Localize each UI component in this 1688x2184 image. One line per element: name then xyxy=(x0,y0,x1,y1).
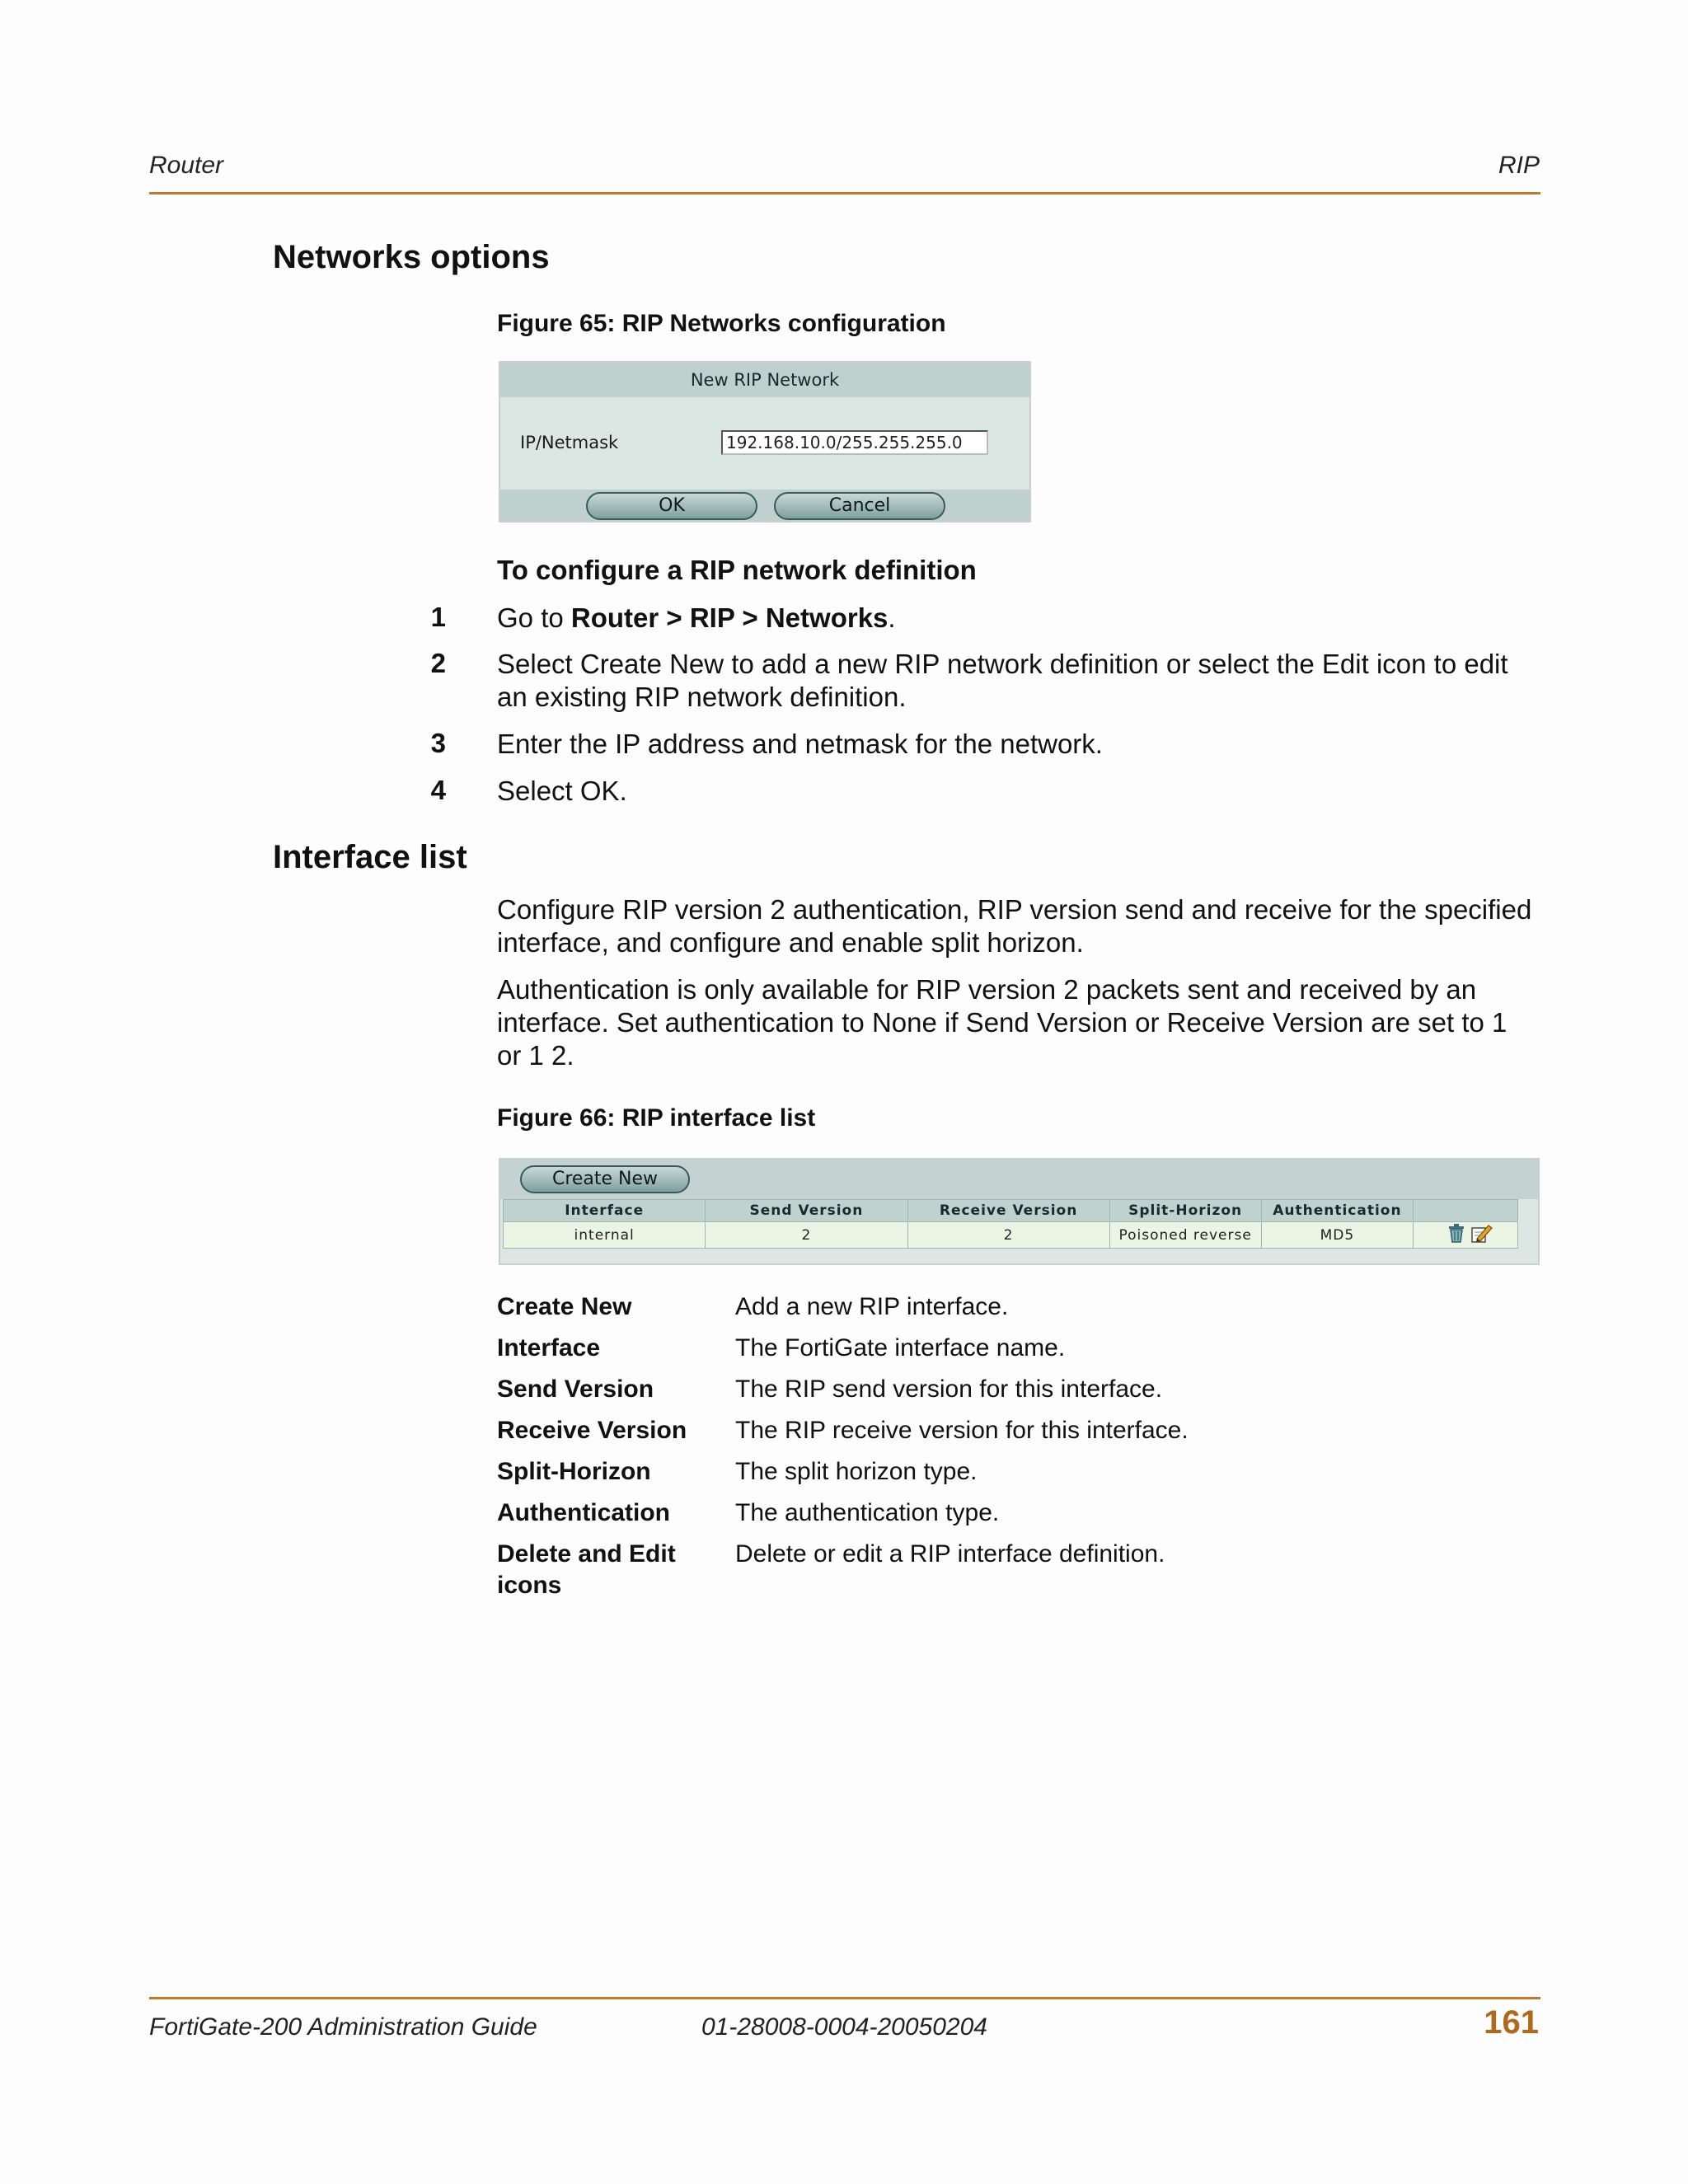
step-number: 4 xyxy=(430,775,446,805)
col-header-split-horizon[interactable]: Split-Horizon xyxy=(1109,1200,1261,1222)
definition-description: Add a new RIP interface. xyxy=(735,1293,1009,1320)
definition-term: Receive Version xyxy=(497,1417,687,1444)
col-header-receive-version[interactable]: Receive Version xyxy=(907,1200,1109,1222)
running-header-left: Router xyxy=(149,152,224,179)
definition-description: The authentication type. xyxy=(735,1499,1000,1526)
ip-netmask-input[interactable]: 192.168.10.0/255.255.255.0 xyxy=(721,430,988,455)
interface-table xyxy=(503,1199,1518,1249)
paragraph-line: or 1 2. xyxy=(497,1040,574,1071)
step-text: Select OK. xyxy=(497,776,627,806)
table-row[interactable] xyxy=(504,1222,1518,1249)
step-number: 2 xyxy=(430,648,446,678)
definition-term: Interface xyxy=(497,1334,601,1361)
definition-term: Send Version xyxy=(497,1376,654,1403)
definition-description: The RIP send version for this interface. xyxy=(735,1376,1163,1403)
col-header-interface[interactable]: Interface xyxy=(504,1200,706,1222)
step-text-line: Select Create New to add a new RIP network definition or select the Edit icon to edit xyxy=(497,649,1508,679)
ip-netmask-label: IP/Netmask xyxy=(520,433,619,452)
definition-description: Delete or edit a RIP interface definition. xyxy=(735,1540,1165,1568)
procedure-title: To configure a RIP network definition xyxy=(497,555,977,585)
step-text-line: an existing RIP network definition. xyxy=(497,682,907,712)
definition-term: Authentication xyxy=(497,1499,670,1526)
step-text-part: Go to xyxy=(497,602,571,633)
definition-description: The FortiGate interface name. xyxy=(735,1334,1066,1361)
figure-caption-65: Figure 65: RIP Networks configuration xyxy=(497,310,946,337)
paragraph-line: Configure RIP version 2 authentication, RIP version send and receive for the specified xyxy=(497,894,1532,925)
col-header-authentication[interactable]: Authentication xyxy=(1261,1200,1414,1222)
cell-actions xyxy=(1414,1222,1518,1249)
footer-guide-title: FortiGate-200 Administration Guide xyxy=(149,2013,537,2041)
col-header-send-version[interactable]: Send Version xyxy=(706,1200,907,1222)
definition-description: The RIP receive version for this interface. xyxy=(735,1417,1189,1444)
ok-button[interactable]: OK xyxy=(586,492,757,520)
definition-term: icons xyxy=(497,1572,562,1599)
page-number: 161 xyxy=(1484,2004,1539,2041)
cell-send-version: 2 xyxy=(706,1222,907,1249)
step-text-part: . xyxy=(888,602,896,633)
paragraph-line: interface, and configure and enable split horizon. xyxy=(497,927,1084,958)
running-header-right: RIP xyxy=(1498,152,1540,179)
delete-icon[interactable] xyxy=(1449,1224,1464,1242)
step-number: 3 xyxy=(430,728,446,758)
footer-doc-id: 01-28008-0004-20050204 xyxy=(701,2013,987,2041)
dialog-button-bar xyxy=(500,490,1029,521)
step-text: Enter the IP address and netmask for the network. xyxy=(497,729,1103,759)
paragraph-line: interface. Set authentication to None if Send Version or Receive Version are set to 1 xyxy=(497,1007,1507,1038)
cancel-button[interactable]: Cancel xyxy=(774,492,945,520)
new-rip-network-dialog xyxy=(499,361,1031,523)
col-header-actions xyxy=(1414,1200,1518,1222)
create-new-button[interactable]: Create New xyxy=(520,1165,690,1193)
footer-rule xyxy=(149,1997,1540,1999)
table-header-row xyxy=(504,1200,1518,1222)
paragraph-line: Authentication is only available for RIP version 2 packets sent and received by an xyxy=(497,974,1477,1005)
figure-caption-66: Figure 66: RIP interface list xyxy=(497,1104,816,1132)
definition-description: The split horizon type. xyxy=(735,1458,978,1485)
section-heading-interface-list: Interface list xyxy=(273,839,467,875)
cell-authentication: MD5 xyxy=(1261,1222,1414,1249)
cell-interface: internal xyxy=(504,1222,706,1249)
dialog-title: New RIP Network xyxy=(500,363,1029,397)
cell-receive-version: 2 xyxy=(907,1222,1109,1249)
step-number: 1 xyxy=(430,602,446,632)
edit-icon[interactable] xyxy=(1472,1226,1492,1242)
header-rule xyxy=(149,192,1540,194)
section-heading-networks-options: Networks options xyxy=(273,239,550,275)
row-action-icons xyxy=(1424,1222,1507,1244)
step-text xyxy=(497,602,896,635)
rip-interface-list-ui xyxy=(499,1158,1540,1265)
menu-path: Router > RIP > Networks xyxy=(570,602,889,633)
definition-term: Create New xyxy=(497,1293,632,1320)
definition-term: Delete and Edit xyxy=(497,1540,676,1568)
definition-term: Split-Horizon xyxy=(497,1458,651,1485)
cell-split-horizon: Poisoned reverse xyxy=(1109,1222,1261,1249)
